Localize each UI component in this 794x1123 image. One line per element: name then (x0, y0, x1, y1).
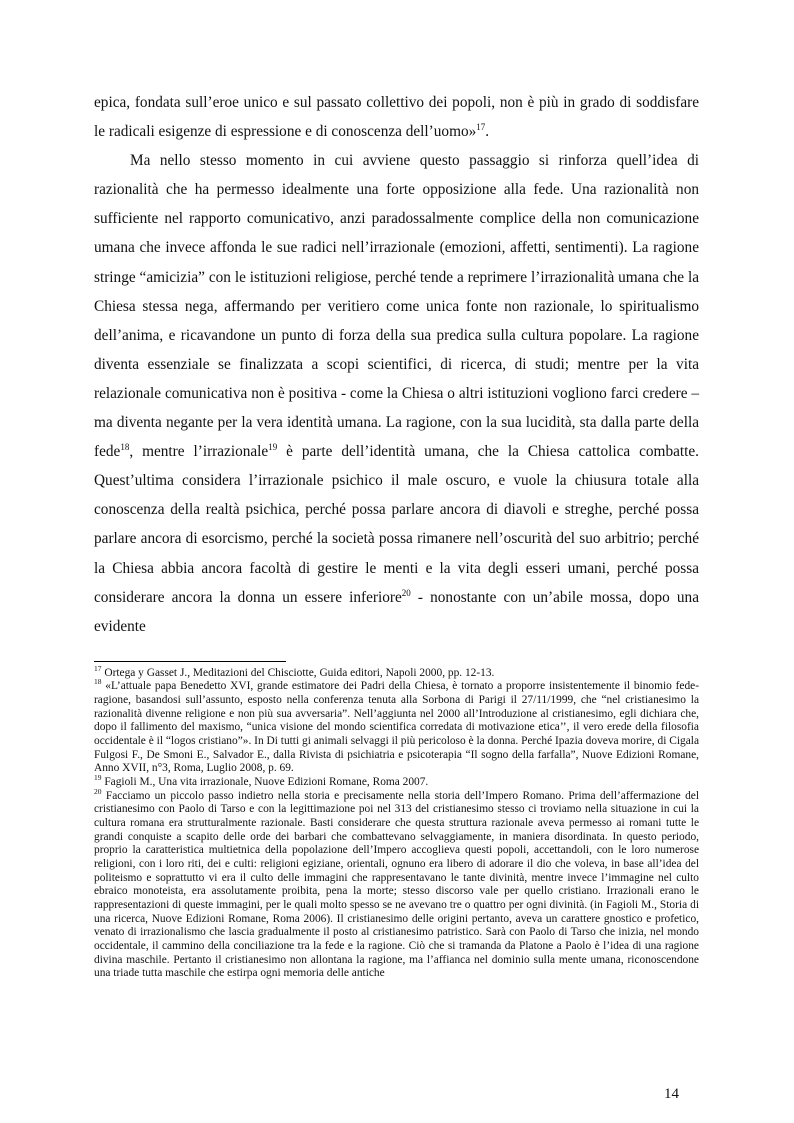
footnote-19 (94, 773, 699, 790)
footnote-separator (94, 661, 286, 662)
footnote-number: 18 (94, 677, 102, 687)
page-number: 14 (664, 1086, 679, 1102)
paragraph-text: epica, fondata sull’eroe unico e sul passato collettivo dei popoli, non è più in grado di soddisfare le radicali esigenze di espressione e di conoscenza dell’uomo» (94, 94, 699, 141)
footnote-17 (94, 663, 699, 681)
footnote-ref-20[interactable]: 20 (401, 587, 411, 598)
footnote-text: Fagioli M., Una vita irrazionale, Nuove Edizioni Romane, Roma 2007. (101, 776, 429, 789)
paragraph-1 (94, 88, 699, 146)
footnote-number: 17 (94, 663, 102, 673)
paragraph-text: Ma nello stesso momento in cui avviene questo passaggio si rinforza quell’idea di razionalità che ha permesso idealmente una forte opposizione alla fede. Una razionalità non sufficiente nel rapporto comunicativo, anzi paradossalmente complice della non comunicazione umana che invece affonda le sue radici nell’irrazionale (emozioni, affetti, sentimenti). La ragione stringe “amicizia” con le istituzioni religiose, perché tende a reprimere l’irrazionalità umana che la Chiesa stessa nega, affermando per veritiero come unica fonte non razionale, lo spiritualismo dell’anima, e ricavandone un punto di forza della sua predica sulla cultura popolare. La ragione diventa essenziale se finalizzata a scopi scientifici, di ricerca, di studi; mentre per la vita relazionale comunicativa non è positiva - come la Chiesa o altri istituzioni vogliono farci credere – ma diventa negante per la vera identità umana. La ragione, con la sua lucidità, sta dalla parte della fede (94, 152, 699, 461)
footnote-ref-17[interactable]: 17 (476, 122, 486, 132)
footnote-text: Ortega y Gasset J., Meditazioni del Chisciotte, Guida editori, Napoli 2000, pp. 12-13. (101, 666, 495, 679)
footnote-number: 19 (94, 773, 102, 783)
footnote-18 (94, 677, 699, 776)
paragraph-text: - nonostante con un’abile mossa, dopo una evidente (94, 588, 699, 635)
paragraph-text: . (485, 123, 490, 141)
footnotes (94, 663, 699, 981)
footnote-ref-18[interactable]: 18 (120, 442, 130, 453)
footnote-text: «L’attuale papa Benedetto XVI, grande estimatore dei Padri della Chiesa, è tornato a proporre insistentemente il binomio fede-ragione, basandosi sull’assunto, esposto nella conferenza tenuta alla Sorbona di Parigi il 27/11/1999, che “nel cristianesimo la razionalità divenne religione e non più sua avversaria”. Nell’aggiunta nel 2000 all’Introduzione al cristianesimo, egli dichiara che, dopo il fallimento del maxismo, “unica visione del mondo scientifica corredata di motivazione etica’’, il vero erede della filosofia occidentale è il “logos cristiano”». In Di tutti gi animali selvaggi il più pericoloso è la donna. Perché Ipazia doveva morire, di Cigala Fulgosi F., De Smoni E., Salvador E., dalla Rivista di psichiatria e psicoterapia “Il sogno della farfalla”, Nuove Edizioni Romane, Anno XVII, n°3, Roma, Luglio 2008, p. 69. (94, 680, 699, 775)
body-text (94, 88, 699, 641)
paragraph-text: è parte dell’identità umana, che la Chiesa cattolica combatte. Quest’ultima considera l’irrazionale psichico il male oscuro, e vuole la chiusura totale alla conoscenza della realtà psichica, perché possa parlare ancora di diavoli e streghe, perché possa parlare ancora di esorcismo, perché la società possa rimanere nell’oscurità del suo arbitrio; perché la Chiesa abbia ancora facoltà di gestire le menti e la vita degli esseri umani, perché possa considerare ancora la donna un essere inferiore (94, 443, 699, 606)
page-content (94, 88, 699, 981)
paragraph-text: , mentre l’irrazionale (129, 443, 269, 461)
footnote-text: Facciamo un piccolo passo indietro nella storia e precisamente nella storia dell’Impero Romano. Prima dell’affermazione del cristianesimo con Paolo di Tarso e con la legittimazione poi nel 313 del cristianesimo stesso ci troviamo nella situazione in cui la cultura romana era strutturalmente razionale. Basti considerare che questa struttura razionale aveva permesso ai romani tutte le grandi conquiste a scapito delle orde dei barbari che combattevano selvaggiamente, in maniera disordinata. In questo periodo, proprio la caratteristica multietnica della popolazione dell’Impero accoglieva questi popoli, accettandoli, con le loro numerose religioni, con i loro riti, dei e culti: religioni egiziane, orientali, ognuno era libero di adorare il dio che voleva, in base all’idea del politeismo e soprattutto vi era il culto delle immagini che rappresentavano le tante divinità, mentre invece l’immagine nel culto ebraico monoteista, era assolutamente proibita, pena la morte; stesso discorso vale per quello cristiano. Irrazionali erano le rappresentazioni di queste immagini, per le quali molto spesso se ne avevano tre o quattro per ogni divinità. (in Fagioli M., Storia di una ricerca, Nuove Edizioni Romane, Roma 2006). Il cristianesimo delle origini pertanto, aveva un carattere gnostico e profetico, venato di irrazionalismo che lascia gradualmente il posto al cristianesimo patristico. Sarà con Paolo di Tarso che inizia, nel mondo occidentale, il cammino della conciliazione tra la fede e la ragione. Ciò che si tramanda da Platone a Paolo è l’idea di una ragione divina maschile. Pertanto il cristianesimo non allontana la ragione, ma l’affianca nel dominio sulla mente umana, riconoscendone una triade tutta maschile che estirpa ogni memoria delle antiche (94, 789, 699, 980)
footnote-20 (94, 786, 699, 981)
paragraph-2 (94, 146, 699, 641)
footnote-ref-19[interactable]: 19 (268, 442, 278, 453)
footnote-number: 20 (94, 786, 102, 796)
